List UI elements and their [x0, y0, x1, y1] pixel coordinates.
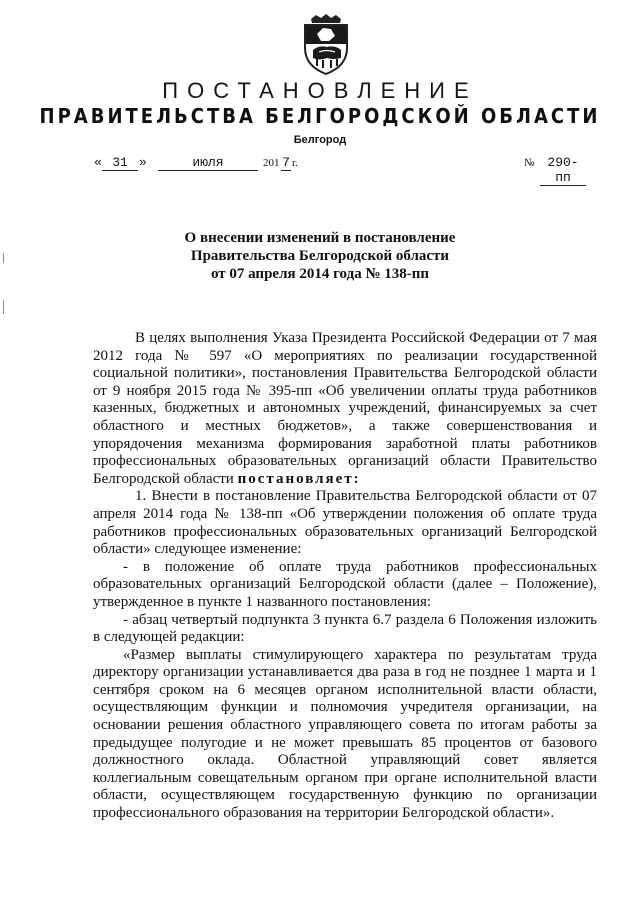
- item-1-paragraph: 1. Внести в постановление Правительства Белгородской области от 07 апреля 2014 года № 138-пп «Об утверждении положения об оплате труда работников профессиональных образовательных организаций Белгородской области» следующее изменение:: [93, 488, 597, 558]
- document-title: ПОСТАНОВЛЕНИЕ: [162, 78, 478, 103]
- date-year-suffix: г.: [292, 157, 299, 169]
- date-year-digit: 7: [282, 155, 290, 170]
- coat-of-arms-icon: [297, 14, 355, 76]
- document-number: 290-пп: [540, 155, 586, 186]
- item-1-abzac-paragraph: - абзац четвертый подпункта 3 пункта 6.7 раздела 6 Положения изложить в следующей редакции:: [93, 611, 597, 646]
- document-body: [93, 330, 597, 823]
- resolves-word: постановляет:: [237, 470, 361, 487]
- scan-mark: [3, 253, 4, 263]
- date-close-quote: »: [139, 155, 147, 170]
- number-label: №: [524, 157, 535, 169]
- government-name: ПРАВИТЕЛЬСТВА БЕЛГОРОДСКОЙ ОБЛАСТИ: [39, 104, 601, 129]
- scan-mark: [3, 300, 4, 314]
- quoted-text-paragraph: «Размер выплаты стимулирующего характера по результатам труда директору организации устанавливается два раза в год не позднее 1 марта и 1 сентября сроком на 6 месяцев органом исполнительной власти области, осуществляющим функции и полномочия учредителя организации, на основании решения областного управляющего совета по итогам работы за предыдущее полугодие и не может превышать 85 процентов от базового должностного оклада. Областной управляющий совет является коллегиальным совещательным органом при органе исполнительной власти области, осуществляющем государственную функцию по организации профессионального образования на территории Белгородской области».: [93, 646, 597, 822]
- city-name: Белгород: [293, 134, 347, 146]
- item-1-sub-paragraph: - в положение об оплате труда работников профессиональных образовательных организаций Белгородской области (далее – Положение), утвержденное в пункте 1 названного постановления:: [93, 558, 597, 610]
- subject-line-3: от 07 апреля 2014 года № 138-пп: [210, 266, 430, 282]
- date-month: июля: [158, 155, 258, 171]
- date-open-quote: «: [94, 155, 102, 170]
- document-subject: [0, 229, 640, 283]
- date-year-prefix: 201: [263, 157, 280, 169]
- preamble-text: В целях выполнения Указа Президента Российской Федерации от 7 мая 2012 года № 597 «О мероприятиях по реализации государственной социальной политики», постановления Правительства Белгородской области от 9 ноября 2015 года № 395-пп «Об увеличении оплаты труда работников казенных, бюджетных и автономных учреждений, финансируемых за счет областного и местных бюджетов», а также совершенствования и упорядочения механизма формирования заработной платы работников профессиональных образовательных организаций области Правительство Белгородской области: [93, 330, 597, 487]
- subject-line-2: Правительства Белгородской области: [190, 248, 450, 264]
- preamble-paragraph: [93, 330, 597, 488]
- subject-line-1: О внесении изменений в постановление: [184, 230, 456, 246]
- date-number-row: [0, 155, 640, 185]
- date-day: 31: [102, 155, 138, 171]
